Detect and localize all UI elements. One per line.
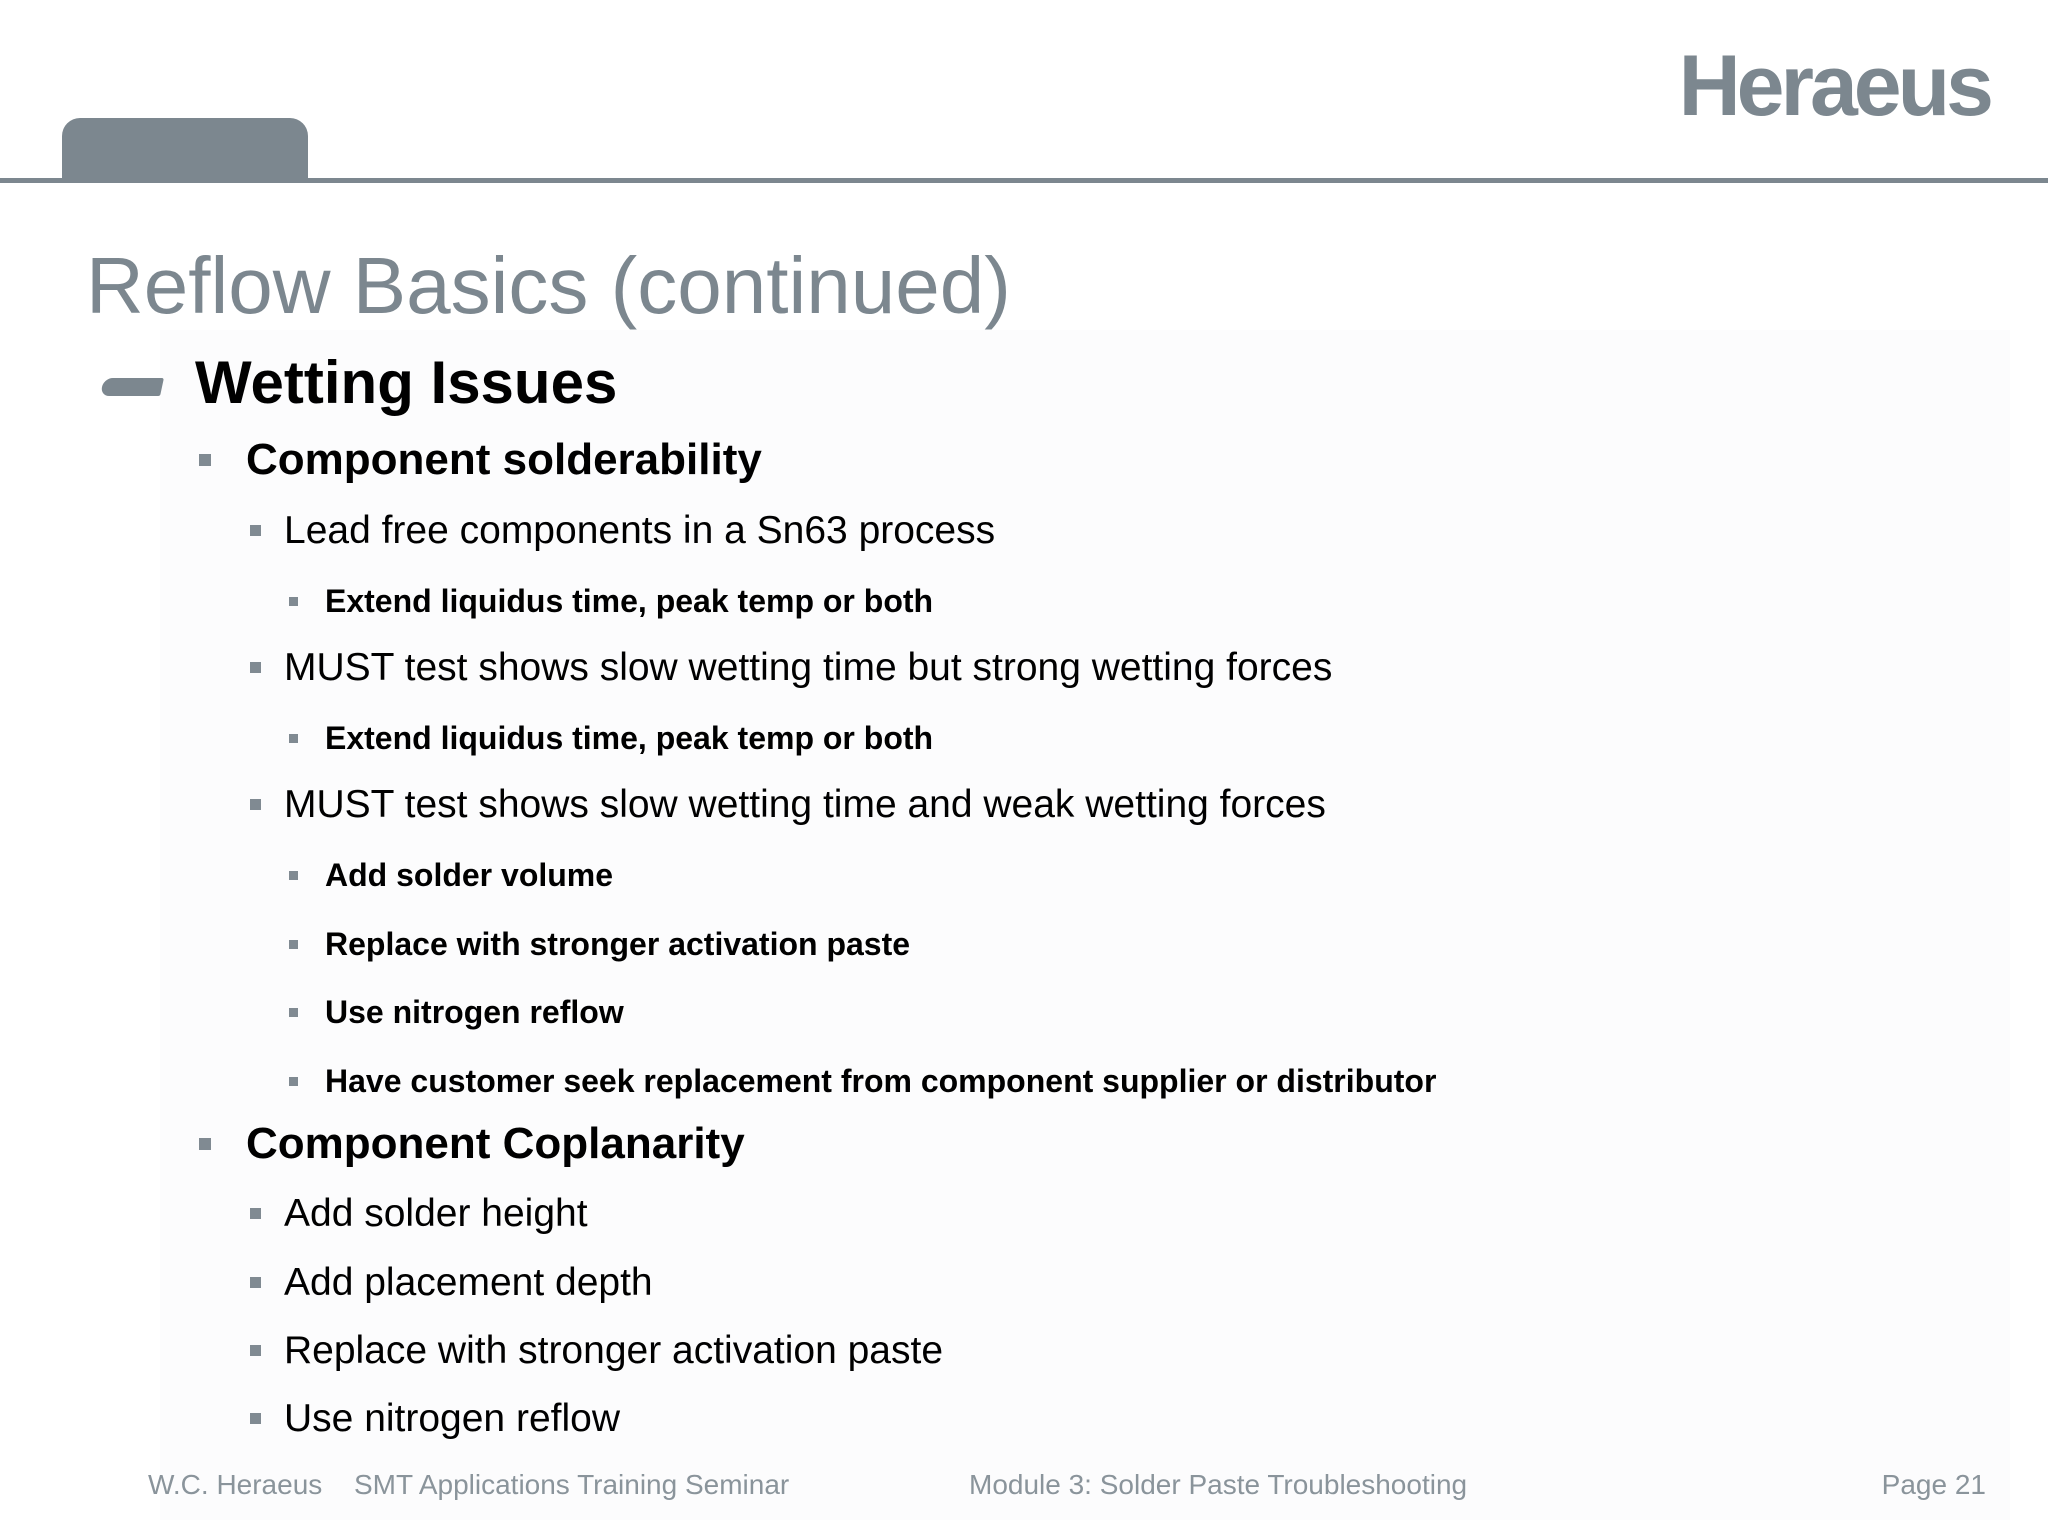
list-item: Add solder volume [325, 857, 614, 893]
footer-module: Module 3: Solder Paste Troubleshooting [969, 1469, 1468, 1500]
list-item: MUST test shows slow wetting time and weak wetting forces [284, 783, 1326, 826]
square-bullet-icon [250, 662, 261, 673]
square-bullet-icon [289, 734, 298, 743]
square-bullet-icon [250, 1413, 261, 1424]
list-item: Lead free components in a Sn63 process [284, 509, 996, 552]
footer-seminar: SMT Applications Training Seminar [354, 1469, 790, 1500]
main-heading: Wetting Issues [195, 349, 618, 416]
square-bullet-icon [250, 799, 261, 810]
list-item: Use nitrogen reflow [325, 994, 624, 1030]
list-item: Extend liquidus time, peak temp or both [325, 720, 934, 756]
list-item: MUST test shows slow wetting time but strong wetting forces [284, 646, 1333, 689]
list-item: Have customer seek replacement from component supplier or distributor [325, 1063, 1437, 1099]
list-item: Extend liquidus time, peak temp or both [325, 583, 934, 619]
square-bullet-icon [199, 454, 211, 466]
square-bullet-icon [289, 871, 298, 880]
square-bullet-icon [250, 1277, 261, 1288]
section-heading-solderability: Component solderability [246, 435, 762, 484]
square-bullet-icon [250, 1208, 261, 1219]
section-heading-coplanarity: Component Coplanarity [246, 1119, 745, 1168]
list-item: Add solder height [284, 1192, 588, 1235]
square-bullet-icon [289, 940, 298, 949]
list-item: Use nitrogen reflow [284, 1397, 620, 1440]
slide-title: Reflow Basics (continued) [86, 241, 1011, 330]
heraeus-logo: Heraeus [1678, 38, 1990, 134]
list-item: Replace with stronger activation paste [284, 1329, 944, 1372]
square-bullet-icon [199, 1138, 211, 1150]
footer-company: W.C. Heraeus [148, 1469, 323, 1500]
dash-bullet-icon [100, 378, 164, 396]
list-item: Replace with stronger activation paste [325, 926, 911, 962]
square-bullet-icon [250, 525, 261, 536]
square-bullet-icon [289, 597, 298, 606]
square-bullet-icon [289, 1008, 298, 1017]
footer-page-number: Page 21 [1881, 1469, 1986, 1500]
square-bullet-icon [250, 1345, 261, 1356]
square-bullet-icon [289, 1077, 298, 1086]
list-item: Add placement depth [284, 1261, 653, 1304]
